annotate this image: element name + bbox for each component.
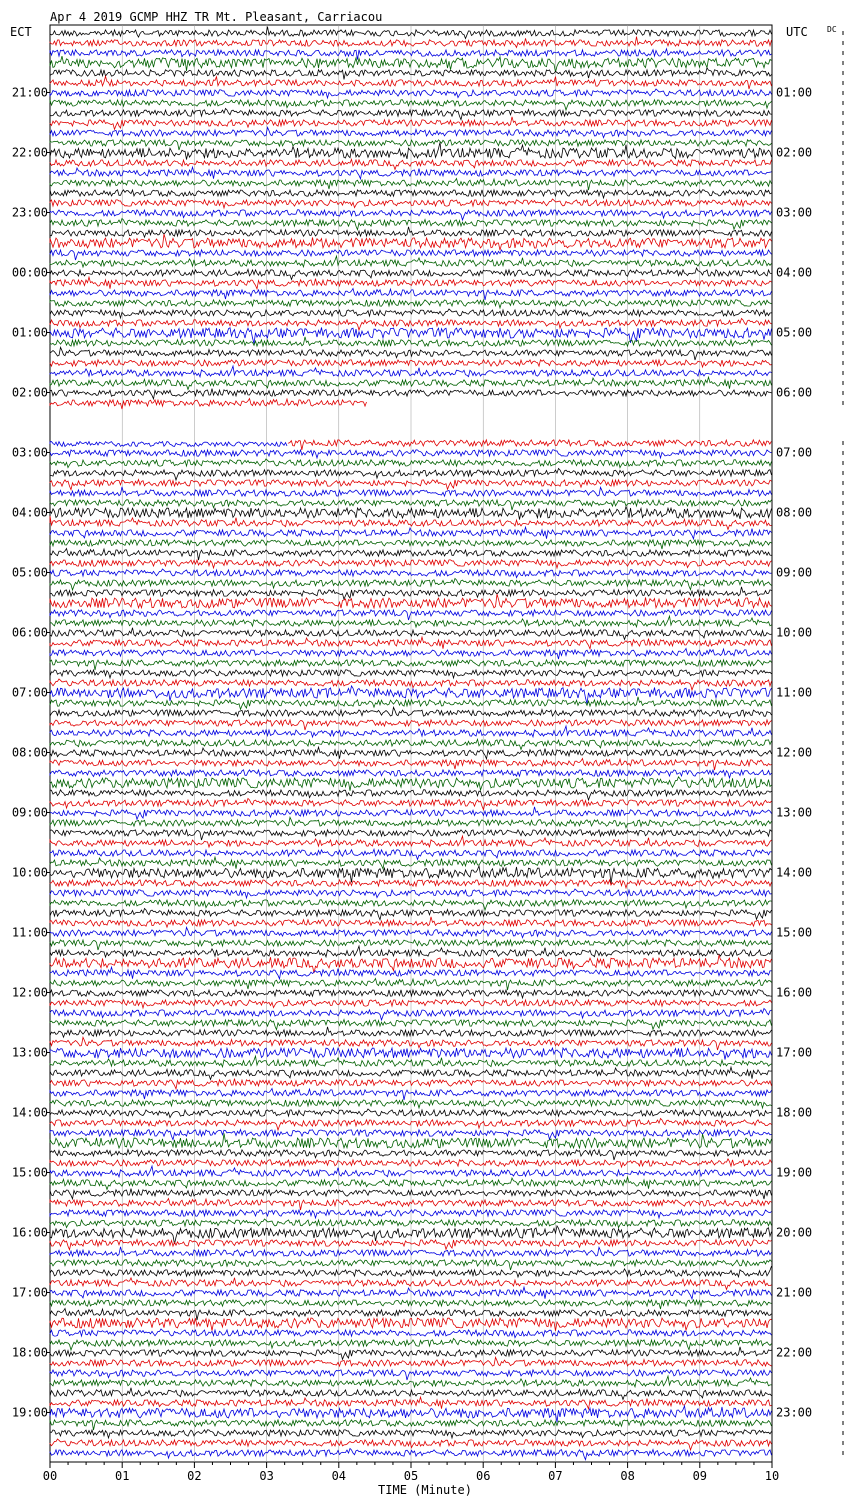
left-hour-label: 10:00 (11, 865, 48, 880)
right-hour-label: 12:00 (776, 745, 813, 760)
left-hour-label: 19:00 (11, 1405, 48, 1420)
left-hour-label: 13:00 (11, 1045, 48, 1060)
x-axis (43, 1462, 779, 1483)
left-timezone-label: ECT (10, 25, 32, 39)
trace-line (50, 399, 367, 410)
x-tick-label: 05 (403, 1469, 419, 1483)
right-hour-label: 10:00 (776, 625, 813, 640)
right-hour-label: 02:00 (776, 145, 813, 160)
left-hour-label: 00:00 (11, 265, 48, 280)
x-tick-label: 04 (331, 1469, 347, 1483)
x-tick-label: 01 (114, 1469, 130, 1483)
dc-label: DC (827, 25, 837, 34)
left-time-axis (12, 86, 50, 1420)
right-hour-label: 07:00 (776, 445, 813, 460)
left-hour-label: 08:00 (11, 745, 48, 760)
right-hour-label: 09:00 (776, 565, 813, 580)
right-hour-label: 23:00 (776, 1405, 813, 1420)
left-hour-label: 18:00 (11, 1345, 48, 1360)
right-hour-label: 03:00 (776, 205, 813, 220)
right-hour-label: 19:00 (776, 1165, 813, 1180)
right-hour-label: 14:00 (776, 865, 813, 880)
right-hour-label: 18:00 (776, 1105, 813, 1120)
x-tick-label: 00 (42, 1469, 58, 1483)
trace-line (50, 442, 287, 447)
left-hour-label: 14:00 (11, 1105, 48, 1120)
left-hour-label: 17:00 (11, 1285, 48, 1300)
plot-title: Apr 4 2019 GCMP HHZ TR Mt. Pleasant, Carriacou (50, 10, 383, 24)
right-hour-label: 21:00 (776, 1285, 813, 1300)
right-hour-label: 17:00 (776, 1045, 813, 1060)
left-hour-label: 07:00 (11, 685, 48, 700)
right-hour-label: 11:00 (776, 685, 813, 700)
right-hour-label: 01:00 (776, 85, 813, 100)
left-hour-label: 22:00 (11, 145, 48, 160)
left-hour-label: 23:00 (11, 205, 48, 220)
left-hour-label: 16:00 (11, 1225, 48, 1240)
right-hour-label: 13:00 (776, 805, 813, 820)
right-hour-label: 04:00 (776, 265, 813, 280)
right-time-axis (776, 86, 812, 1420)
right-hour-label: 22:00 (776, 1345, 813, 1360)
left-hour-label: 01:00 (11, 325, 48, 340)
x-tick-label: 09 (692, 1469, 708, 1483)
trace-line (288, 440, 771, 450)
right-timezone-label: UTC (786, 25, 808, 39)
x-tick-label: 03 (259, 1469, 274, 1483)
right-hour-label: 15:00 (776, 925, 813, 940)
left-hour-label: 03:00 (11, 445, 48, 460)
x-tick-label: 06 (475, 1469, 491, 1483)
left-hour-label: 06:00 (11, 625, 48, 640)
left-hour-label: 02:00 (11, 385, 48, 400)
left-hour-label: 11:00 (11, 925, 48, 940)
x-tick-label: 02 (187, 1469, 202, 1483)
right-hour-label: 08:00 (776, 505, 813, 520)
x-tick-label: 07 (548, 1469, 563, 1483)
left-hour-label: 09:00 (11, 805, 48, 820)
right-hour-label: 20:00 (776, 1225, 813, 1240)
left-hour-label: 04:00 (11, 505, 48, 520)
left-hour-label: 21:00 (11, 85, 48, 100)
right-hour-label: 16:00 (776, 985, 813, 1000)
x-tick-label: 08 (620, 1469, 635, 1483)
left-hour-label: 12:00 (11, 985, 48, 1000)
x-axis-title: TIME (Minute) (378, 1483, 472, 1497)
x-tick-label: 10 (764, 1469, 780, 1483)
right-hour-label: 06:00 (776, 385, 813, 400)
right-hour-label: 05:00 (776, 325, 813, 340)
left-hour-label: 05:00 (11, 565, 48, 580)
left-hour-label: 15:00 (11, 1165, 48, 1180)
